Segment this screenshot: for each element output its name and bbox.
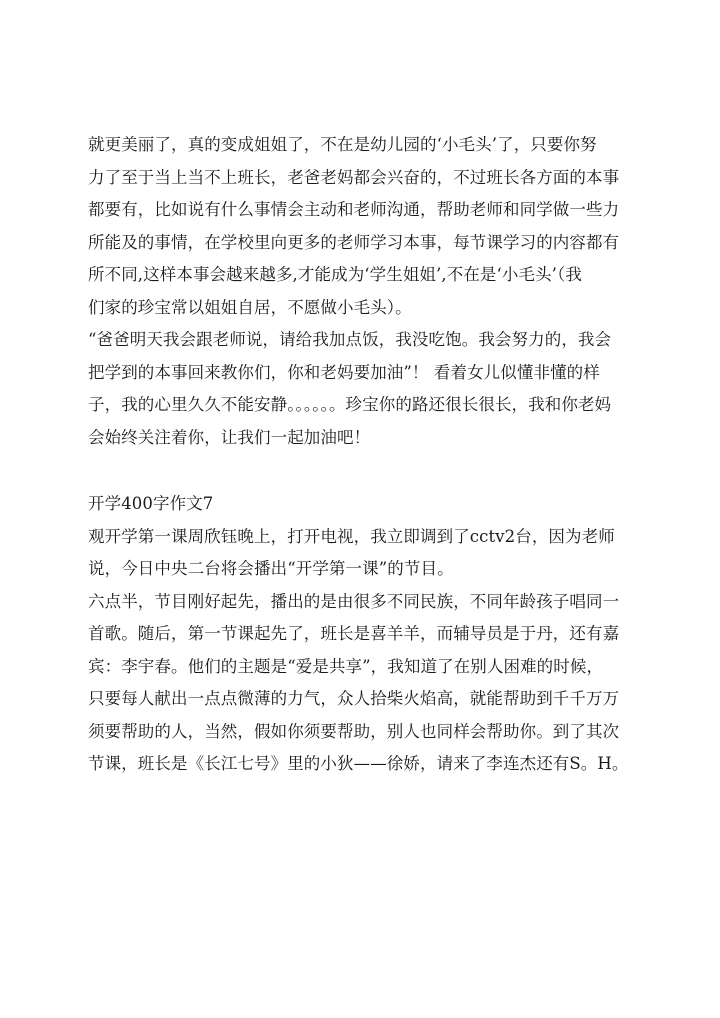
heading-text: 开学400字作文7	[88, 494, 214, 513]
text-line: “爸爸明天我会跟老师说，请给我加点饭，我没吃饱。我会努力的，我会	[88, 330, 612, 349]
text-line: 会始终关注着你，让我们一起加油吧！	[88, 427, 371, 447]
text-line: 只要每人献出一点点微薄的力气，众人拾柴火焰高，就能帮助到千千万万	[88, 689, 620, 708]
text-line: 所能及的事情，在学校里向更多的老师学习本事，每节课学习的内容都有	[88, 232, 620, 252]
text-line: 节课，班长是《长江七号》里的小狄——徐娇，请来了李连杰还有S。H。	[88, 754, 629, 773]
document-body	[88, 129, 648, 781]
text-line: 所不同,这样本事会越来越多,才能成为‘学生姐姐’,不在是‘小毛头’（我	[88, 265, 582, 284]
text-line: 须要帮助的人，当然，假如你须要帮助，别人也同样会帮助你。到了其次	[88, 721, 620, 741]
section-gap	[88, 454, 648, 488]
text-line: 都要有，比如说有什么事情会主动和老师沟通，帮助老师和同学做一些力	[88, 200, 620, 219]
paragraph-4	[88, 586, 648, 781]
paragraph-1	[88, 129, 648, 324]
text-line: 力了至于当上当不上班长，老爸老妈都会兴奋的，不过班长各方面的本事	[88, 167, 620, 187]
text-line: 把学到的本事回来教你们，你和老妈要加油”！ 看着女儿似懂非懂的样	[88, 362, 600, 382]
paragraph-3	[88, 521, 648, 586]
text-line: 子，我的心里久久不能安静。。。。。。珍宝你的路还很长很长，我和你老妈	[88, 395, 612, 414]
text-line: 首歌。随后，第一节课起先了，班长是喜羊羊，而辅导员是于丹，还有嘉	[88, 624, 620, 643]
text-line: 们家的珍宝常以姐姐自居，不愿做小毛头）。	[88, 297, 412, 317]
text-line: 就更美丽了，真的变成姐姐了，不在是幼儿园的‘小毛头’了，只要你努	[88, 135, 597, 154]
text-line: 观开学第一课周欣钰晚上，打开电视，我立即调到了cctv2台，因为老师	[88, 526, 615, 546]
text-line: 说，今日中央二台将会播出“开学第一课”的节目。	[88, 559, 454, 578]
section-heading	[88, 488, 648, 521]
text-line: 宾：李宇春。他们的主题是“爱是共享”，我知道了在别人困难的时候，	[88, 656, 604, 676]
text-line: 六点半，节目刚好起先，播出的是由很多不同民族，不同年龄孩子唱同一	[88, 591, 620, 611]
paragraph-2	[88, 324, 648, 454]
